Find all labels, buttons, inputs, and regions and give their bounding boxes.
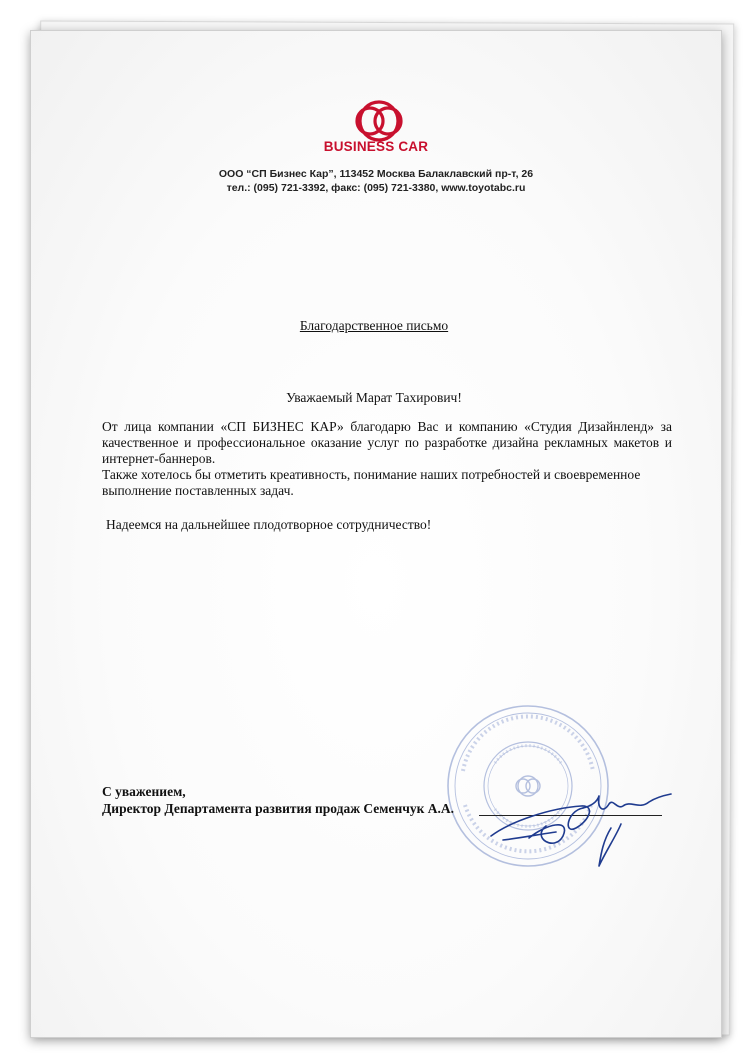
letter-title: Благодарственное письмо [299,318,449,333]
signer-name: Директор Департамента развития продаж Семенчук А.А. [102,801,455,816]
letter-body [102,419,672,499]
closing-wish: Надеемся на дальнейшее плодотворное сотрудничество! [106,517,432,532]
company-address: ООО “СП Бизнес Кар”, 113452 Москва Балаклавский пр-т, 26 [218,168,534,180]
signature-block [102,783,454,817]
letter-greeting: Уважаемый Марат Тахирович! [286,390,462,405]
letter-paragraph: От лица компании «СП БИЗНЕС КАР» благодарю Вас и компанию «Студия Дизайнленд» за качественное и профессиональное оказание услуг по разработке дизайна рекламных макетов и интернет-баннеров. [102,419,672,466]
handwritten-signature-icon [471,766,681,876]
company-contacts: тел.: (095) 721-3392, факс: (095) 721-3380, www.toyotabc.ru [226,182,526,194]
brand-name: BUSINESS CAR [323,139,429,154]
regards-text: С уважением, [102,784,186,799]
letter-page [30,30,722,1038]
letter-paragraph: Также хотелось бы отметить креативность, понимание наших потребностей и своевременное выполнение поставленных задач. [102,467,641,498]
